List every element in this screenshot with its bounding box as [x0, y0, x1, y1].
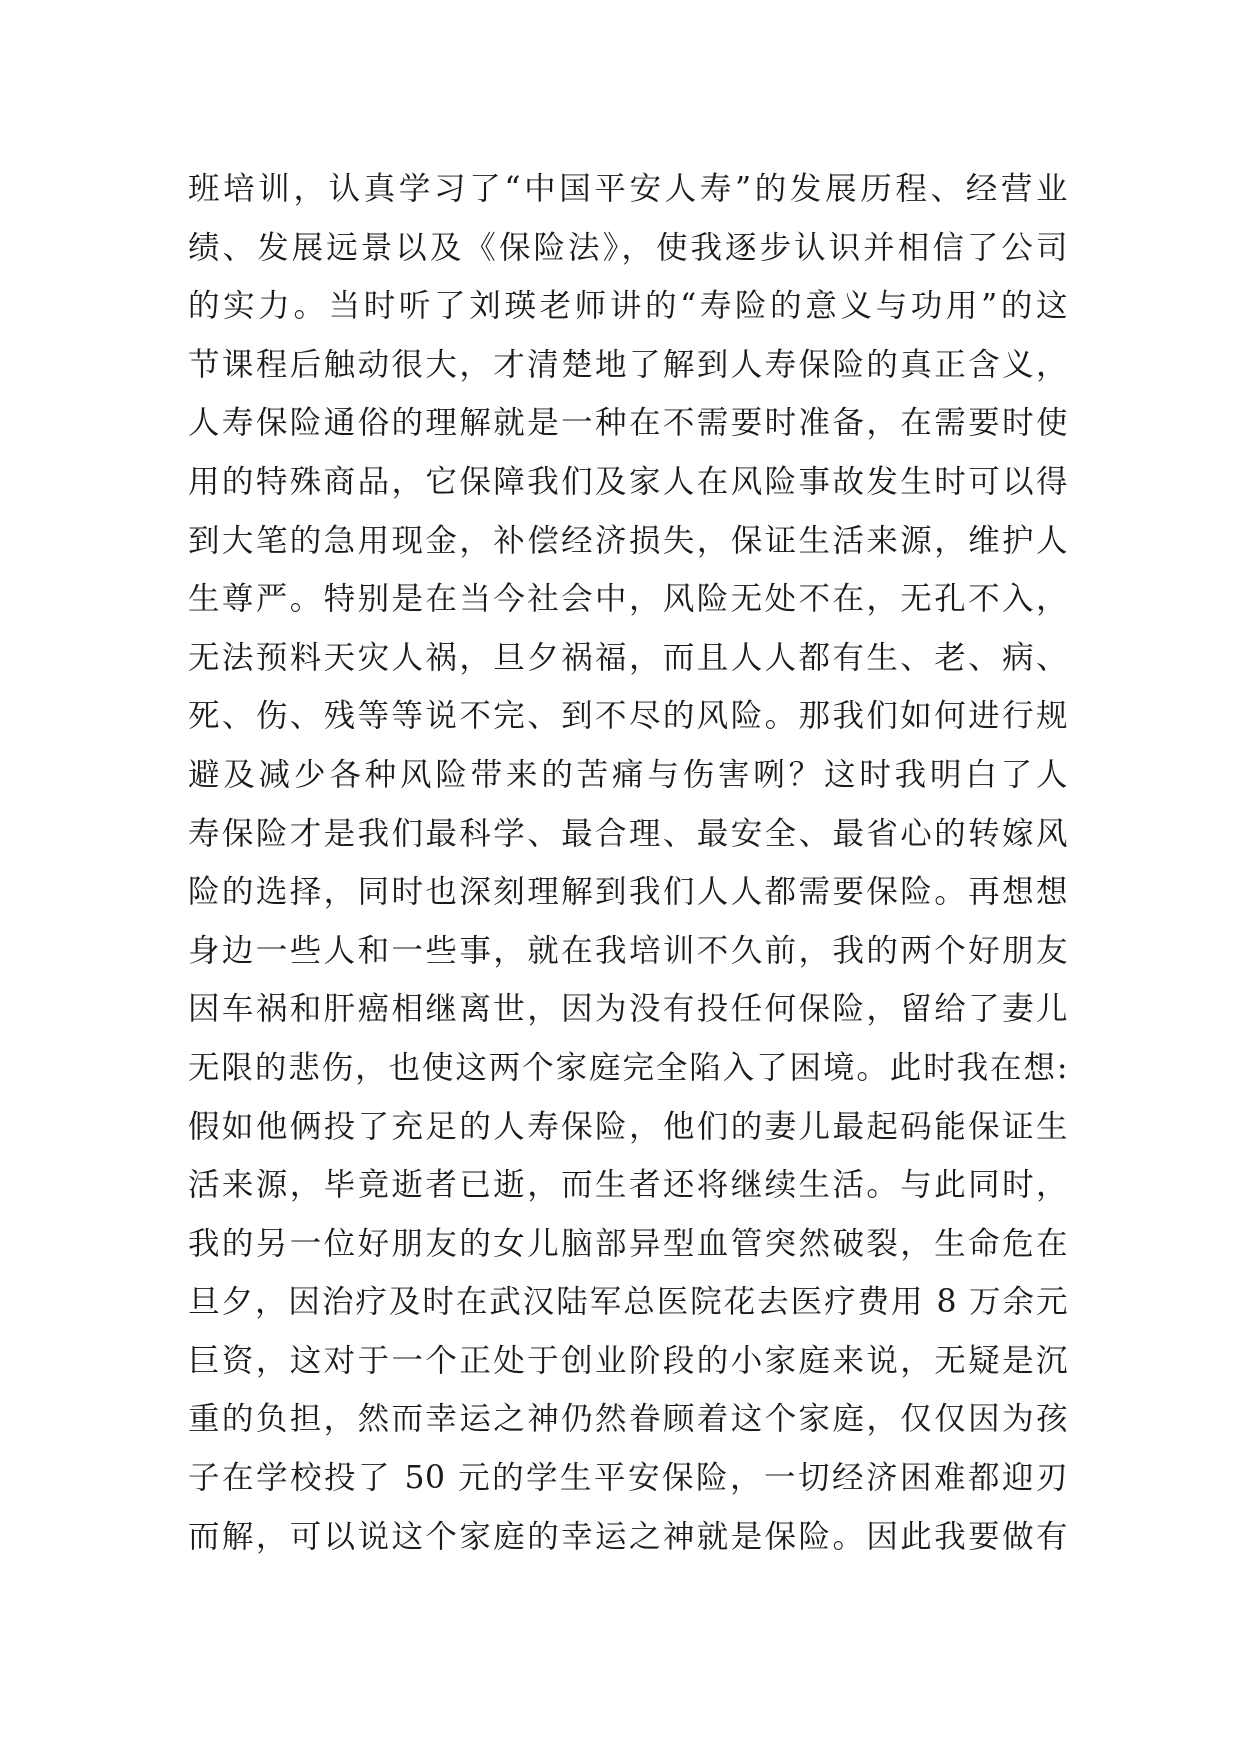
- text-line: 假如他俩投了充足的人寿保险，他们的妻儿最起码能保证生: [188, 1108, 1068, 1145]
- body-text: [188, 160, 1068, 1566]
- text-line: 生尊严。特别是在当今社会中，风险无处不在，无孔不入，: [188, 581, 1068, 618]
- text-line: 无限的悲伤，也使这两个家庭完全陷入了困境。此时我在想:: [188, 1049, 1068, 1086]
- text-line: 死、伤、残等等说不完、到不尽的风险。那我们如何进行规: [188, 698, 1068, 735]
- text-line: 节课程后触动很大，才清楚地了解到人寿保险的真正含义，: [188, 346, 1068, 383]
- text-line: 旦夕，因治疗及时在武汉陆军总医院花去医疗费用 8 万余元: [188, 1284, 1068, 1321]
- text-line: 活来源，毕竟逝者已逝，而生者还将继续生活。与此同时，: [188, 1167, 1068, 1204]
- text-line: 无法预料天灾人祸，旦夕祸福，而且人人都有生、老、病、: [188, 639, 1068, 676]
- text-line: 子在学校投了 50 元的学生平安保险，一切经济困难都迎刃: [188, 1460, 1068, 1497]
- text-line: 而解，可以说这个家庭的幸运之神就是保险。因此我要做有: [188, 1518, 1068, 1555]
- text-line: 班培训，认真学习了“中国平安人寿”的发展历程、经营业: [188, 171, 1068, 207]
- text-line: 身边一些人和一些事，就在我培训不久前，我的两个好朋友: [188, 932, 1068, 969]
- text-line: 寿保险才是我们最科学、最合理、最安全、最省心的转嫁风: [188, 815, 1068, 852]
- text-line: 因车祸和肝癌相继离世，因为没有投任何保险，留给了妻儿: [188, 991, 1068, 1028]
- text-line: 我的另一位好朋友的女儿脑部异型血管突然破裂，生命危在: [188, 1225, 1068, 1262]
- text-line: 用的特殊商品，它保障我们及家人在风险事故发生时可以得: [188, 463, 1068, 500]
- text-line: 巨资，这对于一个正处于创业阶段的小家庭来说，无疑是沉: [188, 1342, 1068, 1379]
- text-line: 险的选择，同时也深刻理解到我们人人都需要保险。再想想: [188, 874, 1068, 911]
- text-line: 绩、发展远景以及《保险法》，使我逐步认识并相信了公司: [188, 229, 1068, 266]
- text-line: 人寿保险通俗的理解就是一种在不需要时准备，在需要时使: [188, 405, 1068, 442]
- text-line: 到大笔的急用现金，补偿经济损失，保证生活来源，维护人: [188, 522, 1068, 559]
- text-line: 重的负担，然而幸运之神仍然眷顾着这个家庭，仅仅因为孩: [188, 1401, 1068, 1438]
- text-line: 的实力。当时听了刘瑛老师讲的“寿险的意义与功用”的这: [188, 288, 1068, 325]
- text-line: 避及减少各种风险带来的苦痛与伤害咧？这时我明白了人: [188, 756, 1068, 793]
